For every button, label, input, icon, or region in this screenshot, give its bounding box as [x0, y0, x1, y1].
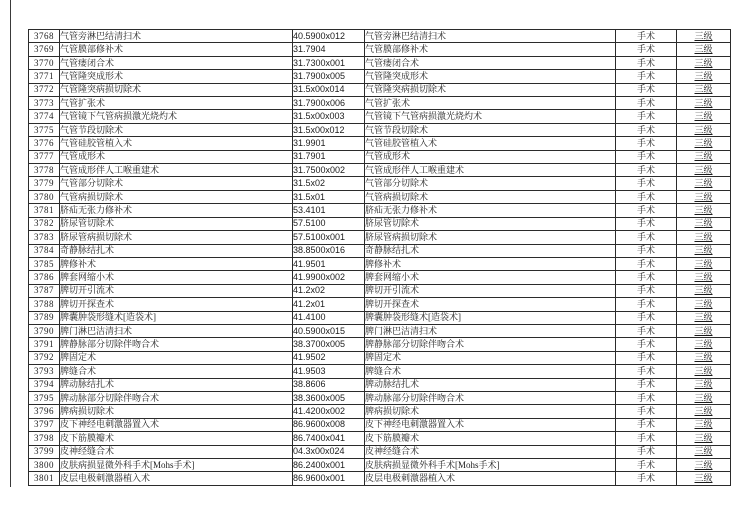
row-number-cell: 3796 — [29, 405, 60, 418]
procedure-name-repeat-cell: 皮神经缝合术 — [365, 445, 616, 458]
operation-type-cell: 手术 — [616, 432, 677, 445]
row-number-cell: 3801 — [29, 472, 60, 486]
row-number-cell: 3770 — [29, 56, 60, 69]
operation-level-cell: 三级 — [677, 123, 731, 136]
table-row — [29, 432, 731, 445]
row-number-cell: 3783 — [29, 231, 60, 244]
table-row — [29, 217, 731, 230]
row-number-cell: 3792 — [29, 351, 60, 364]
operation-type-cell: 手术 — [616, 177, 677, 190]
procedure-code-cell: 04.3x00x024 — [293, 445, 365, 458]
row-number-cell: 3781 — [29, 204, 60, 217]
procedure-code-cell: 31.5x00x012 — [293, 123, 365, 136]
row-number-cell: 3789 — [29, 311, 60, 324]
procedure-code-cell: 57.5100 — [293, 217, 365, 230]
procedure-code-cell: 38.8606 — [293, 378, 365, 391]
table-row — [29, 43, 731, 56]
row-number-cell: 3799 — [29, 445, 60, 458]
operation-type-cell: 手术 — [616, 83, 677, 96]
procedure-name-repeat-cell: 脾修补术 — [365, 257, 616, 270]
procedure-name-cell: 脾切开探查术 — [60, 298, 293, 311]
table-row — [29, 445, 731, 458]
procedure-name-cell: 气管成形伴人工喉重建术 — [60, 164, 293, 177]
procedure-code-cell: 41.9502 — [293, 351, 365, 364]
procedure-name-cell: 脾囊肿袋形缝术[造袋术] — [60, 311, 293, 324]
operation-level-cell: 三级 — [677, 271, 731, 284]
operation-type-cell: 手术 — [616, 391, 677, 404]
procedure-name-repeat-cell: 皮下神经电刺激器置入术 — [365, 418, 616, 431]
row-number-cell: 3776 — [29, 137, 60, 150]
procedure-name-repeat-cell: 脾固定术 — [365, 351, 616, 364]
table-row — [29, 391, 731, 404]
procedure-name-cell: 气管膜部修补术 — [60, 43, 293, 56]
procedure-name-cell: 脾病损切除术 — [60, 405, 293, 418]
procedure-code-cell: 38.3600x005 — [293, 391, 365, 404]
table-row — [29, 311, 731, 324]
row-number-cell: 3794 — [29, 378, 60, 391]
operation-level-cell: 三级 — [677, 190, 731, 203]
operation-type-cell: 手术 — [616, 110, 677, 123]
operation-type-cell: 手术 — [616, 231, 677, 244]
procedure-name-repeat-cell: 脾切开探查术 — [365, 298, 616, 311]
operation-level-cell: 三级 — [677, 164, 731, 177]
procedure-code-cell: 86.9600x008 — [293, 418, 365, 431]
procedure-code-cell: 41.2x02 — [293, 284, 365, 297]
table-row — [29, 271, 731, 284]
procedure-code-cell: 31.7500x002 — [293, 164, 365, 177]
procedure-code-cell: 31.7300x001 — [293, 56, 365, 69]
procedure-code-cell: 31.7900x006 — [293, 97, 365, 110]
row-number-cell: 3795 — [29, 391, 60, 404]
table-row — [29, 190, 731, 203]
operation-level-cell: 三级 — [677, 378, 731, 391]
table-row — [29, 418, 731, 431]
procedure-name-repeat-cell: 脾动脉部分切除伴吻合术 — [365, 391, 616, 404]
operation-level-cell: 三级 — [677, 324, 731, 337]
row-number-cell: 3772 — [29, 83, 60, 96]
procedure-name-repeat-cell: 气管部分切除术 — [365, 177, 616, 190]
operation-level-cell: 三级 — [677, 150, 731, 163]
procedure-code-cell: 86.2400x001 — [293, 459, 365, 472]
procedure-name-cell: 气管扩张术 — [60, 97, 293, 110]
procedure-name-repeat-cell: 气管瘘闭合术 — [365, 56, 616, 69]
procedure-code-cell: 86.9600x001 — [293, 472, 365, 486]
procedure-name-cell: 脾缝合术 — [60, 365, 293, 378]
procedure-code-cell: 86.7400x041 — [293, 432, 365, 445]
procedure-code-cell: 41.9501 — [293, 257, 365, 270]
operation-type-cell: 手术 — [616, 445, 677, 458]
procedure-name-repeat-cell: 气管病损切除术 — [365, 190, 616, 203]
operation-type-cell: 手术 — [616, 257, 677, 270]
procedure-code-cell: 31.7900x005 — [293, 70, 365, 83]
operation-level-cell: 三级 — [677, 284, 731, 297]
operation-type-cell: 手术 — [616, 244, 677, 257]
procedure-code-cell: 41.4100 — [293, 311, 365, 324]
procedure-name-cell: 脾动脉部分切除伴吻合术 — [60, 391, 293, 404]
operation-level-cell: 三级 — [677, 432, 731, 445]
operation-level-cell: 三级 — [677, 97, 731, 110]
procedure-code-cell: 31.5x00x014 — [293, 83, 365, 96]
operation-level-cell: 三级 — [677, 43, 731, 56]
table-row — [29, 351, 731, 364]
procedure-name-repeat-cell: 脐疝无张力修补术 — [365, 204, 616, 217]
operation-type-cell: 手术 — [616, 459, 677, 472]
operation-type-cell: 手术 — [616, 123, 677, 136]
row-number-cell: 3788 — [29, 298, 60, 311]
procedure-name-repeat-cell: 皮下筋膜瓣术 — [365, 432, 616, 445]
operation-type-cell: 手术 — [616, 217, 677, 230]
operation-level-cell: 三级 — [677, 70, 731, 83]
procedure-name-repeat-cell: 脾病损切除术 — [365, 405, 616, 418]
operation-type-cell: 手术 — [616, 284, 677, 297]
table-row — [29, 324, 731, 337]
row-number-cell: 3774 — [29, 110, 60, 123]
row-number-cell: 3786 — [29, 271, 60, 284]
table-row — [29, 298, 731, 311]
procedure-name-cell: 气管病损切除术 — [60, 190, 293, 203]
procedure-name-cell: 气管旁淋巴结清扫术 — [60, 30, 293, 43]
procedure-name-cell: 脾切开引流术 — [60, 284, 293, 297]
operation-level-cell: 三级 — [677, 298, 731, 311]
procedure-name-repeat-cell: 气管节段切除术 — [365, 123, 616, 136]
operation-type-cell: 手术 — [616, 271, 677, 284]
operation-type-cell: 手术 — [616, 30, 677, 43]
procedure-code-cell: 57.5100x001 — [293, 231, 365, 244]
operation-type-cell: 手术 — [616, 405, 677, 418]
operation-level-cell: 三级 — [677, 472, 731, 486]
procedure-code-cell: 40.5900x015 — [293, 324, 365, 337]
procedure-name-cell: 气管镜下气管病损激光烧灼术 — [60, 110, 293, 123]
procedure-table-body — [29, 30, 731, 486]
procedure-name-cell: 气管成形术 — [60, 150, 293, 163]
operation-level-cell: 三级 — [677, 217, 731, 230]
procedure-name-repeat-cell: 气管隆突成形术 — [365, 70, 616, 83]
operation-type-cell: 手术 — [616, 190, 677, 203]
table-row — [29, 257, 731, 270]
row-number-cell: 3768 — [29, 30, 60, 43]
row-number-cell: 3780 — [29, 190, 60, 203]
operation-type-cell: 手术 — [616, 338, 677, 351]
procedure-name-cell: 脾固定术 — [60, 351, 293, 364]
procedure-name-repeat-cell: 气管膜部修补术 — [365, 43, 616, 56]
row-number-cell: 3784 — [29, 244, 60, 257]
procedure-name-cell: 皮肤病损显微外科手术[Mohs手术] — [60, 459, 293, 472]
procedure-name-cell: 气管瘘闭合术 — [60, 56, 293, 69]
procedure-name-cell: 气管节段切除术 — [60, 123, 293, 136]
operation-level-cell: 三级 — [677, 137, 731, 150]
procedure-code-cell: 31.9901 — [293, 137, 365, 150]
procedure-name-cell: 气管隆突成形术 — [60, 70, 293, 83]
procedure-name-repeat-cell: 脾门淋巴洁清扫术 — [365, 324, 616, 337]
procedure-name-repeat-cell: 皮层电极刺激器植入术 — [365, 472, 616, 486]
operation-type-cell: 手术 — [616, 150, 677, 163]
row-number-cell: 3771 — [29, 70, 60, 83]
procedure-name-cell: 脾修补术 — [60, 257, 293, 270]
procedure-code-cell: 53.4101 — [293, 204, 365, 217]
procedure-name-repeat-cell: 气管扩张术 — [365, 97, 616, 110]
procedure-code-cell: 31.7901 — [293, 150, 365, 163]
table-row — [29, 472, 731, 486]
row-number-cell: 3787 — [29, 284, 60, 297]
procedure-name-cell: 奇静脉结扎术 — [60, 244, 293, 257]
row-number-cell: 3785 — [29, 257, 60, 270]
operation-level-cell: 三级 — [677, 110, 731, 123]
table-row — [29, 83, 731, 96]
procedure-name-repeat-cell: 气管成形伴人工喉重建术 — [365, 164, 616, 177]
operation-type-cell: 手术 — [616, 43, 677, 56]
operation-type-cell: 手术 — [616, 324, 677, 337]
procedure-name-repeat-cell: 脐尿管病损切除术 — [365, 231, 616, 244]
procedure-name-repeat-cell: 脾缝合术 — [365, 365, 616, 378]
table-row — [29, 338, 731, 351]
operation-type-cell: 手术 — [616, 311, 677, 324]
operation-level-cell: 三级 — [677, 56, 731, 69]
operation-level-cell: 三级 — [677, 30, 731, 43]
operation-level-cell: 三级 — [677, 257, 731, 270]
operation-level-cell: 三级 — [677, 418, 731, 431]
row-number-cell: 3775 — [29, 123, 60, 136]
operation-level-cell: 三级 — [677, 177, 731, 190]
row-number-cell: 3779 — [29, 177, 60, 190]
procedure-name-repeat-cell: 脾囊肿袋形缝术[造袋术] — [365, 311, 616, 324]
table-row — [29, 70, 731, 83]
operation-level-cell: 三级 — [677, 391, 731, 404]
operation-level-cell: 三级 — [677, 351, 731, 364]
table-row — [29, 150, 731, 163]
procedure-name-repeat-cell: 脾动脉结扎术 — [365, 378, 616, 391]
procedure-name-repeat-cell: 气管镜下气管病损激光烧灼术 — [365, 110, 616, 123]
procedure-name-repeat-cell: 气管隆突病损切除术 — [365, 83, 616, 96]
table-row — [29, 137, 731, 150]
operation-level-cell: 三级 — [677, 338, 731, 351]
row-number-cell: 3782 — [29, 217, 60, 230]
procedure-name-cell: 皮下筋膜瓣术 — [60, 432, 293, 445]
procedure-name-repeat-cell: 皮肤病损显微外科手术[Mohs手术] — [365, 459, 616, 472]
table-row — [29, 30, 731, 43]
operation-type-cell: 手术 — [616, 97, 677, 110]
procedure-name-cell: 脾门淋巴洁清扫术 — [60, 324, 293, 337]
row-number-cell: 3800 — [29, 459, 60, 472]
operation-type-cell: 手术 — [616, 472, 677, 486]
page-margin-line — [10, 0, 11, 487]
procedure-code-cell: 31.5x02 — [293, 177, 365, 190]
procedure-name-repeat-cell: 脾切开引流术 — [365, 284, 616, 297]
procedure-name-cell: 皮层电极刺激器植入术 — [60, 472, 293, 486]
row-number-cell: 3777 — [29, 150, 60, 163]
table-row — [29, 123, 731, 136]
operation-type-cell: 手术 — [616, 137, 677, 150]
procedure-name-repeat-cell: 脾静脉部分切除伴吻合术 — [365, 338, 616, 351]
row-number-cell: 3797 — [29, 418, 60, 431]
procedure-name-cell: 脐疝无张力修补术 — [60, 204, 293, 217]
table-row — [29, 244, 731, 257]
procedure-code-cell: 40.5900x012 — [293, 30, 365, 43]
procedure-code-cell: 41.9503 — [293, 365, 365, 378]
procedure-code-cell: 38.8500x016 — [293, 244, 365, 257]
procedure-name-cell: 脐尿管切除术 — [60, 217, 293, 230]
operation-type-cell: 手术 — [616, 56, 677, 69]
row-number-cell: 3791 — [29, 338, 60, 351]
operation-level-cell: 三级 — [677, 83, 731, 96]
row-number-cell: 3773 — [29, 97, 60, 110]
operation-type-cell: 手术 — [616, 378, 677, 391]
table-row — [29, 204, 731, 217]
procedure-name-cell: 气管硅胶管植入术 — [60, 137, 293, 150]
operation-level-cell: 三级 — [677, 231, 731, 244]
procedure-name-cell: 脾动脉结扎术 — [60, 378, 293, 391]
table-row — [29, 177, 731, 190]
operation-type-cell: 手术 — [616, 418, 677, 431]
procedure-name-repeat-cell: 气管硅胶管植入术 — [365, 137, 616, 150]
table-row — [29, 110, 731, 123]
table-row — [29, 284, 731, 297]
procedure-name-repeat-cell: 脐尿管切除术 — [365, 217, 616, 230]
operation-level-cell: 三级 — [677, 365, 731, 378]
procedure-name-repeat-cell: 脾套网缩小术 — [365, 271, 616, 284]
operation-level-cell: 三级 — [677, 311, 731, 324]
operation-level-cell: 三级 — [677, 445, 731, 458]
table-row — [29, 459, 731, 472]
procedure-code-cell: 31.5x00x003 — [293, 110, 365, 123]
procedure-name-cell: 皮下神经电刺激器置入术 — [60, 418, 293, 431]
table-row — [29, 97, 731, 110]
table-row — [29, 164, 731, 177]
operation-level-cell: 三级 — [677, 244, 731, 257]
operation-type-cell: 手术 — [616, 365, 677, 378]
operation-type-cell: 手术 — [616, 298, 677, 311]
procedure-name-cell: 皮神经缝合术 — [60, 445, 293, 458]
operation-level-cell: 三级 — [677, 204, 731, 217]
operation-type-cell: 手术 — [616, 164, 677, 177]
procedure-name-cell: 脐尿管病损切除术 — [60, 231, 293, 244]
table-row — [29, 378, 731, 391]
procedure-code-cell: 41.4200x002 — [293, 405, 365, 418]
operation-level-cell: 三级 — [677, 459, 731, 472]
table-row — [29, 231, 731, 244]
procedure-code-cell: 41.2x01 — [293, 298, 365, 311]
row-number-cell: 3798 — [29, 432, 60, 445]
row-number-cell: 3778 — [29, 164, 60, 177]
procedure-code-cell: 31.5x01 — [293, 190, 365, 203]
procedure-name-repeat-cell: 气管成形术 — [365, 150, 616, 163]
procedure-name-repeat-cell: 奇静脉结扎术 — [365, 244, 616, 257]
operation-type-cell: 手术 — [616, 70, 677, 83]
operation-type-cell: 手术 — [616, 204, 677, 217]
table-row — [29, 365, 731, 378]
procedure-name-cell: 脾套网缩小术 — [60, 271, 293, 284]
operation-level-cell: 三级 — [677, 405, 731, 418]
procedure-table — [28, 29, 731, 486]
table-row — [29, 56, 731, 69]
procedure-name-cell: 气管隆突病损切除术 — [60, 83, 293, 96]
procedure-name-cell: 脾静脉部分切除伴吻合术 — [60, 338, 293, 351]
procedure-code-cell: 31.7904 — [293, 43, 365, 56]
procedure-code-cell: 41.9900x002 — [293, 271, 365, 284]
procedure-code-cell: 38.3700x005 — [293, 338, 365, 351]
operation-type-cell: 手术 — [616, 351, 677, 364]
table-row — [29, 405, 731, 418]
procedure-name-cell: 气管部分切除术 — [60, 177, 293, 190]
procedure-name-repeat-cell: 气管旁淋巴结清扫术 — [365, 30, 616, 43]
row-number-cell: 3793 — [29, 365, 60, 378]
row-number-cell: 3790 — [29, 324, 60, 337]
row-number-cell: 3769 — [29, 43, 60, 56]
